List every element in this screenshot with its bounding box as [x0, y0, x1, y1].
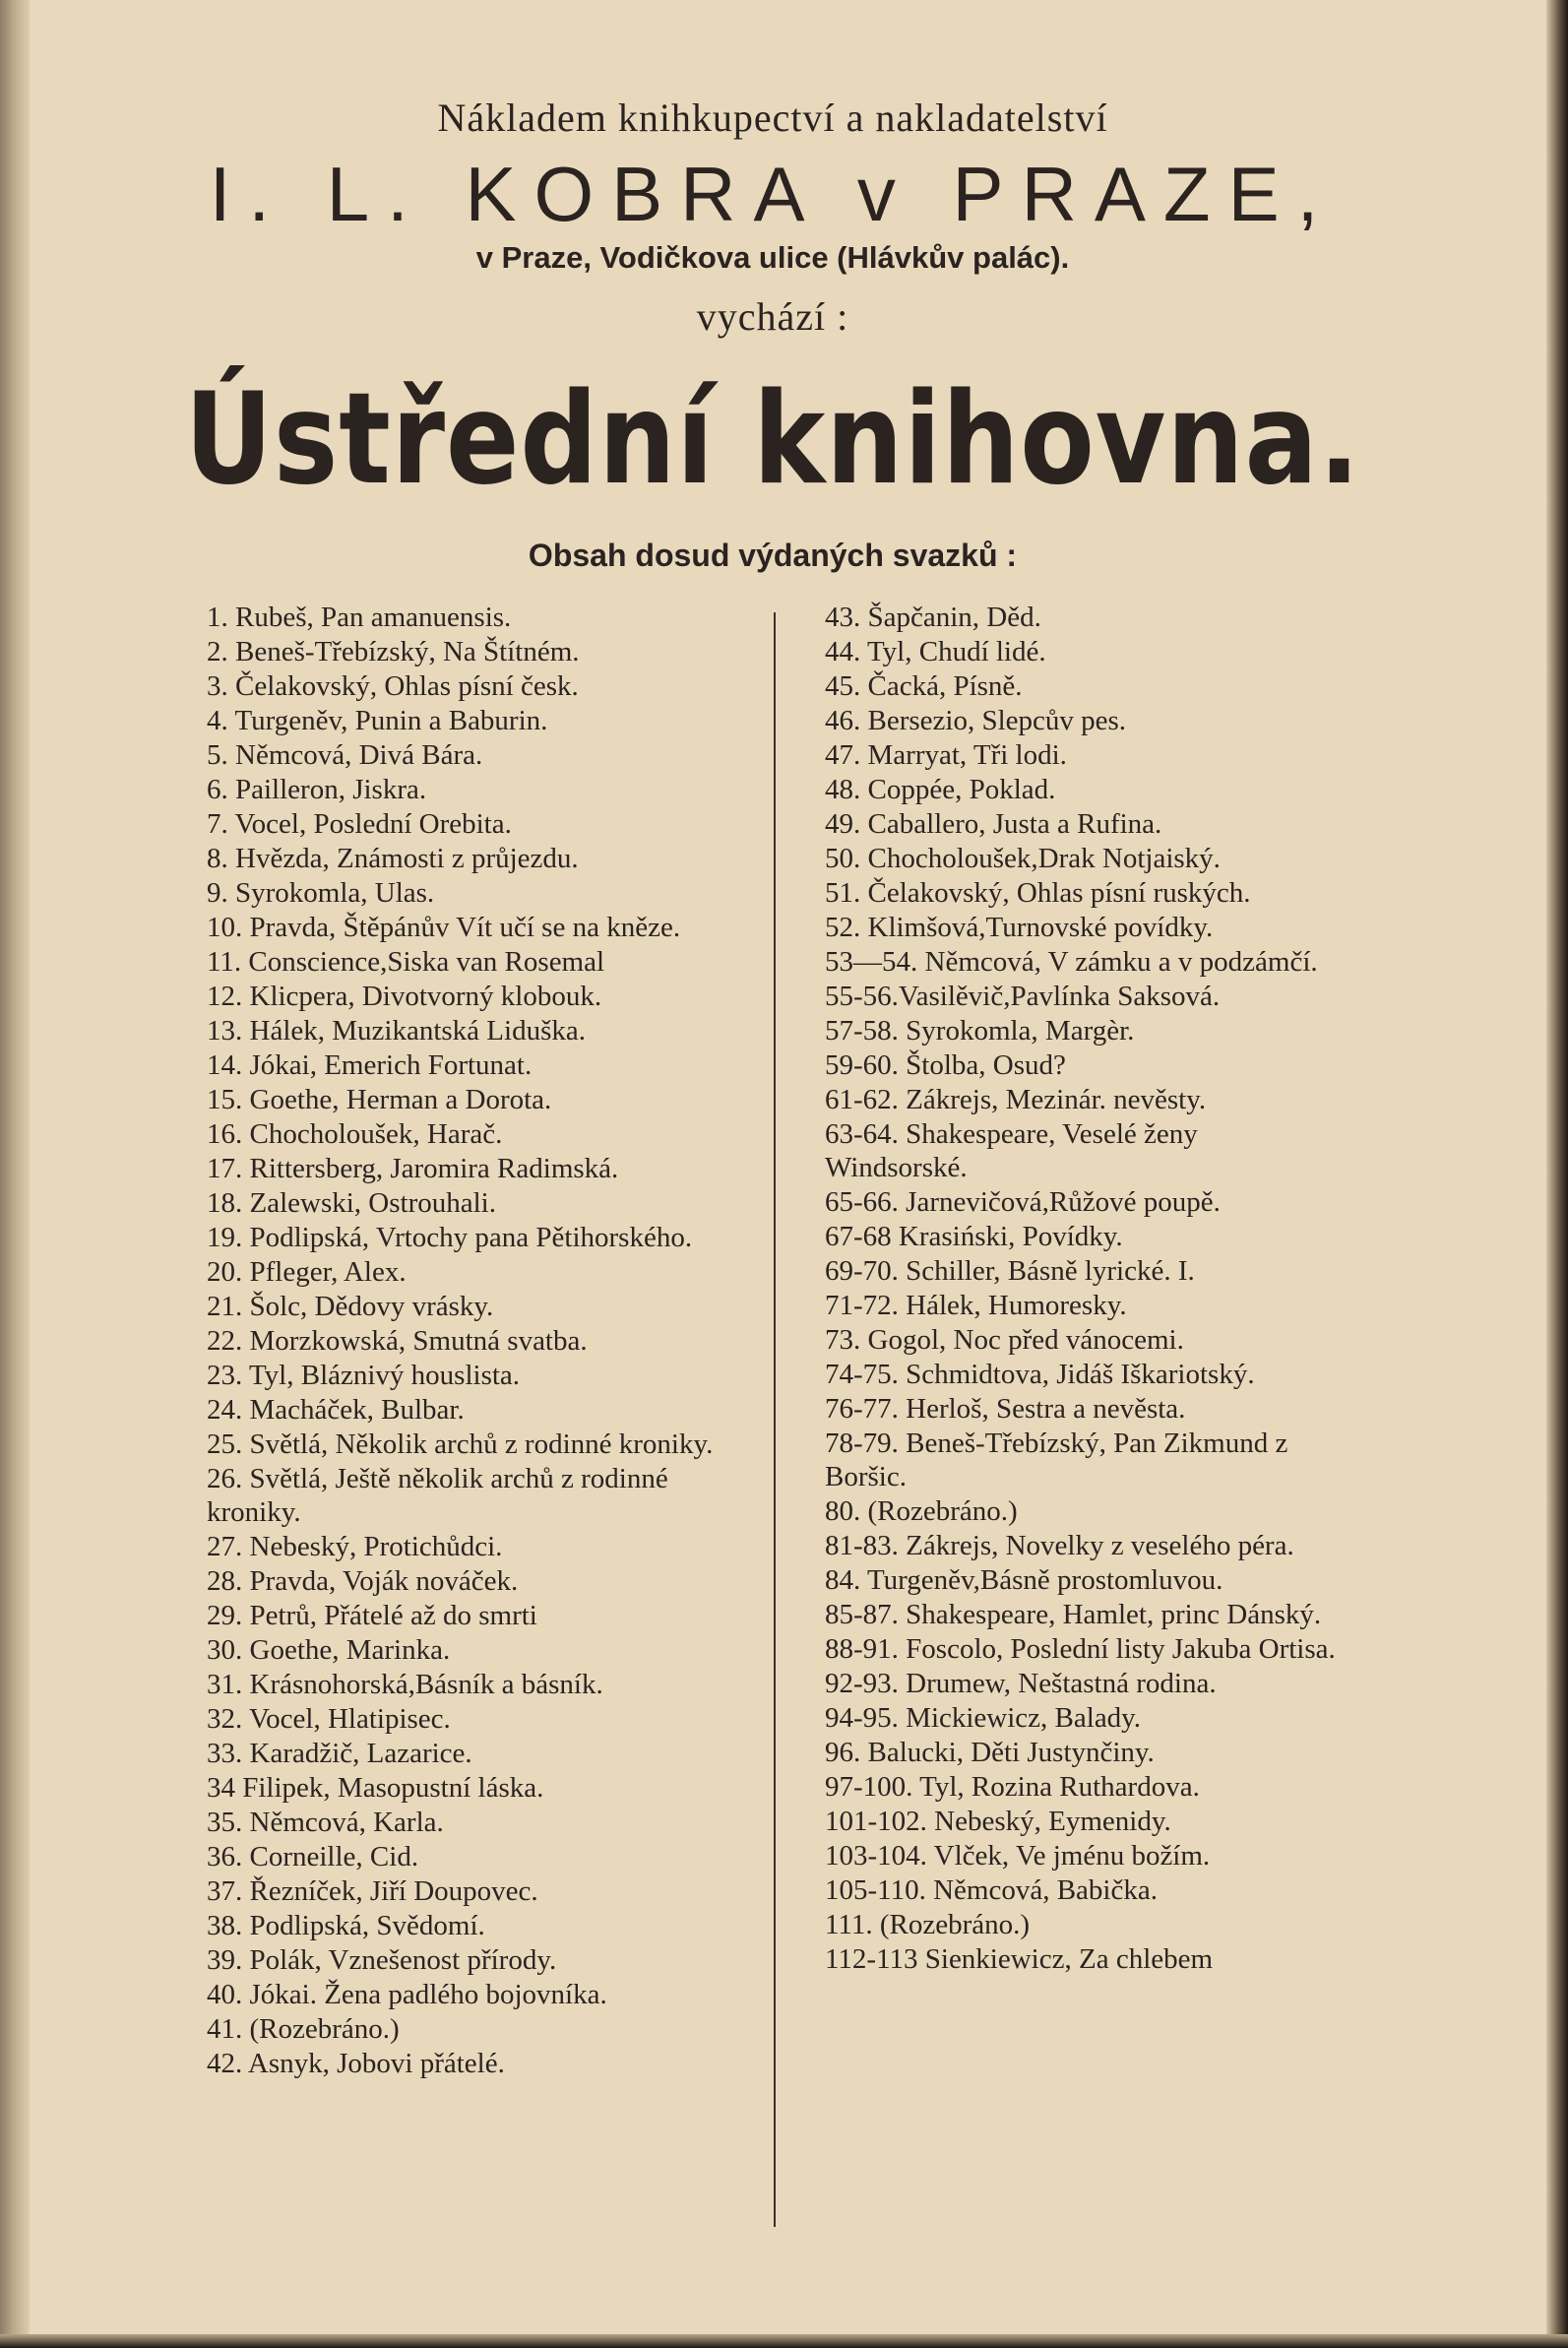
- column-divider: [774, 612, 776, 2227]
- volume-entry: 67-68 Krasiński, Povídky.: [825, 1221, 1123, 1252]
- volume-entry: 78-79. Beneš-Třebízský, Pan Zikmund z Boršic.: [825, 1428, 1288, 1492]
- volume-entry: 9. Syrokomla, Ulas.: [207, 877, 435, 909]
- volume-entry: 97-100. Tyl, Rozina Ruthardova.: [825, 1771, 1200, 1803]
- volume-entry: 38. Podlipská, Svědomí.: [207, 1910, 485, 1941]
- volume-entry: 69-70. Schiller, Básně lyrické. I.: [825, 1255, 1195, 1287]
- volume-entry: 12. Klicpera, Divotvorný klobouk.: [207, 981, 602, 1012]
- volume-entry: 41. (Rozebráno.): [207, 2013, 400, 2045]
- volume-entry: 81-83. Zákrejs, Novelky z veselého péra.: [825, 1530, 1294, 1561]
- issues-label: vychází :: [696, 294, 849, 339]
- volume-entry: 76-77. Herloš, Sestra a nevěsta.: [825, 1393, 1186, 1425]
- volume-entry: 49. Caballero, Justa a Rufina.: [825, 808, 1162, 840]
- volume-entry: 48. Coppée, Poklad.: [825, 774, 1056, 805]
- volume-entry: 61-62. Zákrejs, Mezinár. nevěsty.: [825, 1084, 1207, 1115]
- volume-entry: 17. Rittersberg, Jaromira Radimská.: [207, 1153, 619, 1184]
- volume-entry: 4. Turgeněv, Punin a Baburin.: [207, 705, 548, 736]
- volume-entry: 34 Filipek, Masopustní láska.: [207, 1772, 544, 1804]
- volume-entry: 27. Nebeský, Protichůdci.: [207, 1531, 503, 1562]
- volume-list-right: [825, 601, 1347, 1977]
- volume-entry: 92-93. Drumew, Neštastná rodina.: [825, 1668, 1217, 1699]
- volume-entry: 43. Šapčanin, Děd.: [825, 602, 1041, 633]
- volume-entry: 3. Čelakovský, Ohlas písní česk.: [207, 670, 579, 702]
- volume-entry: 11. Conscience,Siska van Rosemal: [207, 946, 605, 978]
- firm-name: I. L. KOBRA v PRAZE,: [209, 151, 1337, 237]
- volume-entry: 65-66. Jarnevičová,Růžové poupě.: [825, 1186, 1221, 1218]
- volume-entry: 25. Světlá, Několik archů z rodinné kroniky.: [207, 1428, 714, 1460]
- volume-entry: 103-104. Vlček, Ve jménu božím.: [825, 1840, 1211, 1872]
- volume-entry: 94-95. Mickiewicz, Balady.: [825, 1702, 1142, 1734]
- volume-entry: 71-72. Hálek, Humoresky.: [825, 1290, 1127, 1321]
- volume-entry: 44. Tyl, Chudí lidé.: [825, 636, 1046, 667]
- volume-entry: 29. Petrů, Přátelé až do smrti: [207, 1600, 537, 1631]
- volume-entry: 42. Asnyk, Jobovi přátelé.: [207, 2048, 505, 2079]
- volume-entry: 2. Beneš-Třebízský, Na Štítném.: [207, 636, 580, 667]
- page-title: Ústřední knihovna.: [184, 366, 1361, 513]
- volume-entry: 21. Šolc, Dědovy vrásky.: [207, 1291, 494, 1322]
- volume-entry: 46. Bersezio, Slepcův pes.: [825, 705, 1127, 736]
- contents-subtitle: Obsah dosud výdaných svazků :: [528, 538, 1018, 573]
- volume-entry: 57-58. Syrokomla, Margèr.: [825, 1015, 1135, 1047]
- volume-entry: 45. Čacká, Písně.: [825, 670, 1023, 702]
- volume-entry: 15. Goethe, Herman a Dorota.: [207, 1084, 552, 1115]
- volume-entry: 22. Morzkowská, Smutná svatba.: [207, 1325, 588, 1357]
- volume-entry: 51. Čelakovský, Ohlas písní ruských.: [825, 877, 1251, 909]
- volume-entry: 30. Goethe, Marinka.: [207, 1634, 451, 1666]
- volume-entry: 14. Jókai, Emerich Fortunat.: [207, 1049, 533, 1081]
- volume-entry: 105-110. Němcová, Babička.: [825, 1874, 1158, 1906]
- volume-entry: 36. Corneille, Cid.: [207, 1841, 419, 1872]
- volume-entry: 6. Pailleron, Jiskra.: [207, 774, 427, 805]
- volume-entry: 40. Jókai. Žena padlého bojovníka.: [207, 1979, 607, 2010]
- volume-entry: 63-64. Shakespeare, Veselé ženy Windsorské.: [825, 1118, 1198, 1183]
- volume-entry: 5. Němcová, Divá Bára.: [207, 739, 483, 771]
- volume-entry: 35. Němcová, Karla.: [207, 1807, 444, 1838]
- volume-entry: 33. Karadžič, Lazarice.: [207, 1738, 472, 1769]
- volume-entry: 111. (Rozebráno.): [825, 1909, 1031, 1940]
- volume-entry: 7. Vocel, Poslední Orebita.: [207, 808, 512, 840]
- publisher-address: v Praze, Vodičkova ulice (Hlávkův palác).: [475, 240, 1070, 275]
- volume-entry: 8. Hvězda, Známosti z průjezdu.: [207, 843, 579, 874]
- volume-entry: 84. Turgeněv,Básně prostomluvou.: [825, 1564, 1223, 1596]
- volume-entry: 13. Hálek, Muzikantská Liduška.: [207, 1015, 586, 1047]
- volume-entry: 50. Chocholoušek,Drak Notjaiský.: [825, 843, 1221, 874]
- volume-list-left: [207, 601, 758, 2081]
- volume-entry: 39. Polák, Vznešenost přírody.: [207, 1944, 557, 1976]
- volume-entry: 53—54. Němcová, V zámku a v podzámčí.: [825, 946, 1318, 978]
- volume-entry: 88-91. Foscolo, Poslední listy Jakuba Ortisa.: [825, 1633, 1336, 1665]
- volume-entry: 10. Pravda, Štěpánův Vít učí se na kněze.: [207, 912, 681, 943]
- volume-entry: 16. Chocholoušek, Harač.: [207, 1118, 503, 1150]
- volume-entry: 101-102. Nebeský, Eymenidy.: [825, 1806, 1171, 1837]
- volume-entry: 59-60. Štolba, Osud?: [825, 1049, 1066, 1081]
- volume-entry: 31. Krásnohorská,Básník a básník.: [207, 1669, 603, 1700]
- volume-entry: 37. Řezníček, Jiří Doupovec.: [207, 1875, 538, 1907]
- volume-entry: 20. Pfleger, Alex.: [207, 1256, 407, 1288]
- volume-entry: 26. Světlá, Ještě několik archů z rodinné kroniky.: [207, 1463, 668, 1528]
- volume-entry: 1. Rubeš, Pan amanuensis.: [207, 602, 512, 633]
- volume-entry: 23. Tyl, Bláznivý houslista.: [207, 1360, 521, 1391]
- volume-entry: 18. Zalewski, Ostrouhali.: [207, 1187, 496, 1219]
- volume-entry: 52. Klimšová,Turnovské povídky.: [825, 912, 1214, 943]
- volume-entry: 47. Marryat, Tři lodi.: [825, 739, 1067, 771]
- volume-entry: 32. Vocel, Hlatipisec.: [207, 1703, 451, 1735]
- volume-entry: 28. Pravda, Voják nováček.: [207, 1565, 519, 1597]
- volume-entry: 80. (Rozebráno.): [825, 1495, 1018, 1527]
- volume-entry: 74-75. Schmidtova, Jidáš Iškariotský.: [825, 1359, 1255, 1390]
- volume-entry: 55-56.Vasilěvič,Pavlínka Saksová.: [825, 981, 1221, 1012]
- volume-entry: 24. Macháček, Bulbar.: [207, 1394, 465, 1426]
- volume-entry: 112-113 Sienkiewicz, Za chlebem: [825, 1943, 1214, 1975]
- volume-entry: 96. Balucki, Děti Justynčiny.: [825, 1737, 1155, 1768]
- volume-entry: 85-87. Shakespeare, Hamlet, princ Dánský.: [825, 1599, 1322, 1630]
- volume-entry: 73. Gogol, Noc před vánocemi.: [825, 1324, 1184, 1356]
- volume-entry: 19. Podlipská, Vrtochy pana Pětihorského.: [207, 1222, 693, 1253]
- publisher-line: Nákladem knihkupectví a nakladatelství: [437, 95, 1108, 140]
